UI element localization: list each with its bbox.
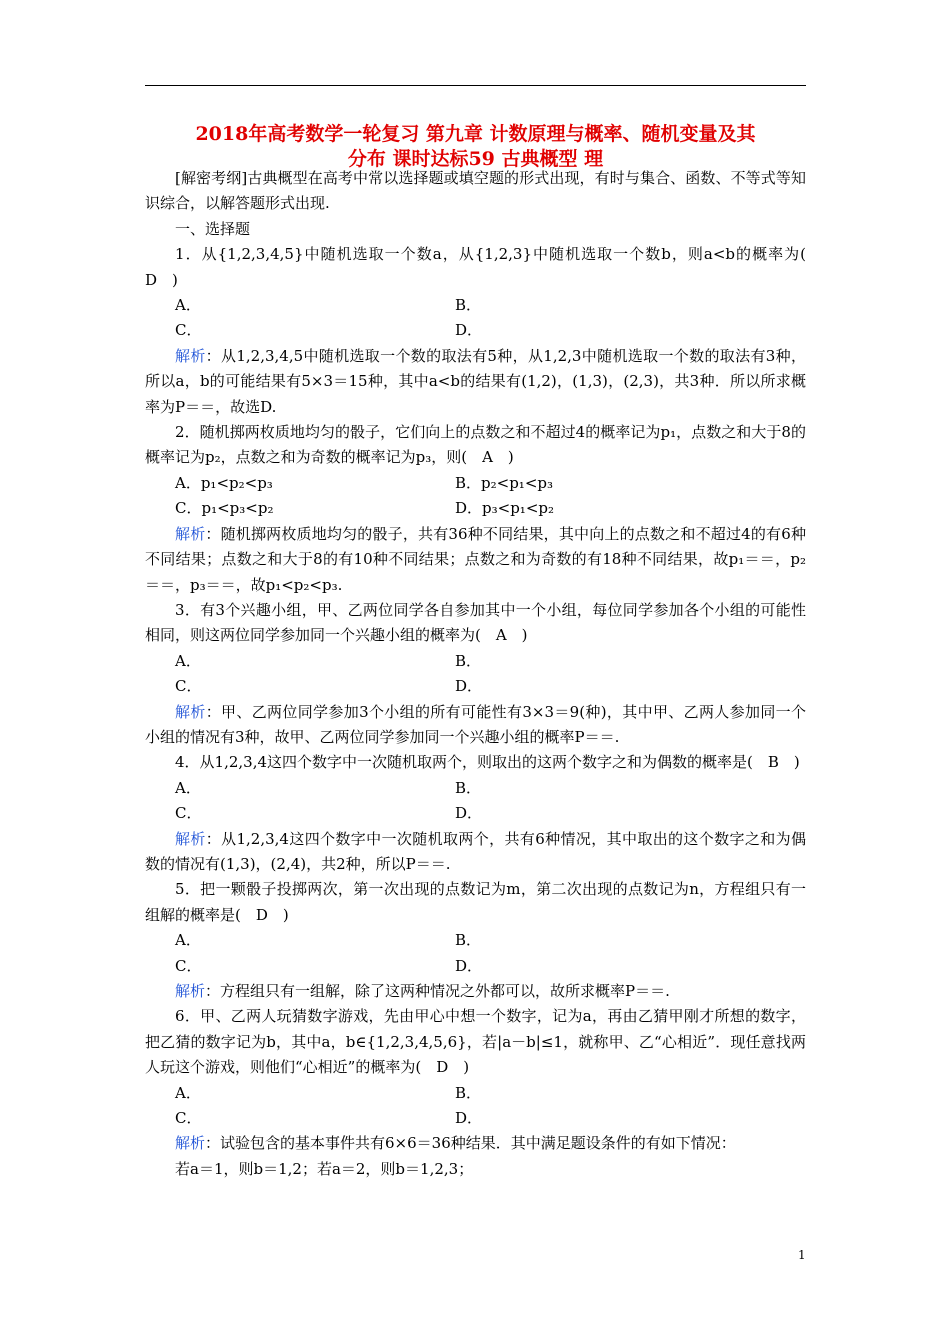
option-a: A．	[175, 651, 201, 670]
analysis-text: ：试验包含的基本事件共有6×6＝36种结果．其中满足题设条件的有如下情况：	[205, 1134, 736, 1153]
analysis-label: 解析	[175, 702, 206, 721]
title-line-1: 2018年高考数学一轮复习 第九章 计数原理与概率、随机变量及其	[195, 123, 756, 145]
question-5	[145, 877, 806, 1004]
option-d: D．	[455, 956, 483, 975]
option-a: A．	[175, 931, 201, 950]
option-b: B．	[455, 931, 482, 950]
question-3	[145, 598, 806, 750]
option-c: C．p₁<p₃<p₂	[175, 499, 274, 518]
options-row	[145, 1106, 806, 1131]
options-row	[145, 954, 806, 979]
option-d: D．	[455, 677, 483, 696]
option-b: B．	[455, 651, 482, 670]
options-row	[145, 471, 806, 496]
options-row	[145, 928, 806, 953]
option-a: A．p₁<p₂<p₃	[175, 473, 273, 492]
option-c: C．	[175, 677, 202, 696]
options-row	[145, 776, 806, 801]
question-stem: 1．从{1,2,3,4,5}中随机选取一个数a，从{1,2,3}中随机选取一个数b，则a<b的概率为( D )	[145, 245, 822, 289]
question-2	[145, 420, 806, 598]
continuation-line: 若a＝1，则b＝1,2；若a＝2，则b＝1,2,3；	[175, 1159, 474, 1178]
header-rule	[145, 85, 806, 86]
analysis-label: 解析	[175, 829, 206, 848]
question-stem: 2．随机掷两枚质地均匀的骰子，它们向上的点数之和不超过4的概率记为p₁，点数之和大于8的概率记为p₂，点数之和为奇数的概率记为p₃，则( A )	[145, 423, 806, 467]
option-a: A．	[175, 1083, 201, 1102]
option-a: A．	[175, 296, 201, 315]
option-a: A．	[175, 778, 201, 797]
analysis-text: ：方程组只有一组解，除了这两种情况之外都可以，故所求概率P＝＝.	[205, 982, 670, 1000]
analysis-paragraph	[145, 344, 806, 420]
intro-paragraph: [解密考纲]古典概型在高考中常以选择题或填空题的形式出现，有时与集合、函数、不等式等知识综合，以解答题形式出现.	[145, 169, 806, 213]
option-b: B．	[455, 1083, 482, 1102]
question-stem: 4．从1,2,3,4这四个数字中一次随机取两个，则取出的这两个数字之和为偶数的概率是( B )	[175, 753, 800, 772]
analysis-text: ：从1,2,3,4,5中随机选取一个数的取法有5种，从1,2,3中随机选取一个数的取法有3种，所以a，b的可能结果有5×3＝15种，其中a<b的结果有(1,2)，(1,3)，(2,3)，共3种．所以所求概率为P＝＝，故选D.	[145, 346, 806, 416]
question-1	[145, 242, 822, 420]
option-c: C．	[175, 804, 202, 823]
question-4	[145, 750, 806, 877]
option-b: B．p₂<p₁<p₃	[455, 473, 554, 492]
analysis-paragraph	[145, 700, 806, 751]
option-b: B．	[455, 778, 482, 797]
document-title	[145, 122, 806, 172]
option-d: D．	[455, 1109, 483, 1128]
analysis-text: ：甲、乙两位同学参加3个小组的所有可能性有3×3＝9(种)，其中甲、乙两人参加同一个小组的情况有3种，故甲、乙两位同学参加同一个兴趣小组的概率P＝＝.	[145, 702, 806, 746]
analysis-paragraph	[145, 1131, 806, 1156]
option-b: B．	[455, 296, 482, 315]
option-c: C．	[175, 321, 202, 340]
title-line-2: 分布 课时达标59 古典概型 理	[347, 148, 604, 170]
analysis-label: 解析	[175, 982, 206, 1000]
analysis-paragraph	[145, 827, 806, 878]
options-row	[145, 293, 806, 318]
page-number: 1	[798, 1248, 806, 1262]
question-stem: 3．有3个兴趣小组，甲、乙两位同学各自参加其中一个小组，每位同学参加各个小组的可能性相同，则这两位同学参加同一个兴趣小组的概率为( A )	[145, 600, 806, 645]
analysis-label: 解析	[175, 1134, 206, 1153]
analysis-text: ：从1,2,3,4这四个数字中一次随机取两个，共有6种情况，其中取出的这个数字之和为偶数的情况有(1,3)，(2,4)，共2种，所以P＝＝.	[145, 829, 806, 873]
option-c: C．	[175, 1109, 202, 1128]
option-d: D．	[455, 321, 483, 340]
option-d: D．	[455, 804, 483, 823]
options-row	[145, 496, 806, 521]
options-row	[145, 649, 806, 674]
analysis-label: 解析	[175, 346, 206, 365]
option-c: C．	[175, 956, 202, 975]
question-6	[145, 1004, 806, 1156]
option-d: D．p₃<p₁<p₂	[455, 499, 555, 518]
document-body	[145, 166, 822, 1182]
analysis-paragraph	[145, 522, 806, 598]
analysis-label: 解析	[175, 524, 206, 543]
analysis-paragraph	[145, 979, 806, 1004]
options-row	[145, 318, 806, 343]
question-stem: 5．把一颗骰子投掷两次，第一次出现的点数记为m，第二次出现的点数记为n，方程组只有一组解的概率是( D )	[145, 880, 806, 924]
options-row	[145, 674, 806, 699]
analysis-text: ：随机掷两枚质地均匀的骰子，共有36种不同结果，其中向上的点数之和不超过4的有6种不同结果；点数之和大于8的有10种不同结果；点数之和为奇数的有18种不同结果，故p₁＝＝，p₂＝＝，p₃＝＝，故p₁<p₂<p₃.	[145, 524, 806, 594]
options-row	[145, 1081, 806, 1106]
section-heading: 一、选择题	[175, 219, 251, 238]
question-stem: 6．甲、乙两人玩猜数字游戏，先由甲心中想一个数字，记为a，再由乙猜甲刚才所想的数字，把乙猜的数字记为b，其中a，b∈{1,2,3,4,5,6}，若|a－b|≤1，就称甲、乙“心相近”．现任意找两人玩这个游戏，则他们“心相近”的概率为( D )	[145, 1007, 806, 1077]
options-row	[145, 801, 806, 826]
question-list	[145, 242, 822, 1157]
